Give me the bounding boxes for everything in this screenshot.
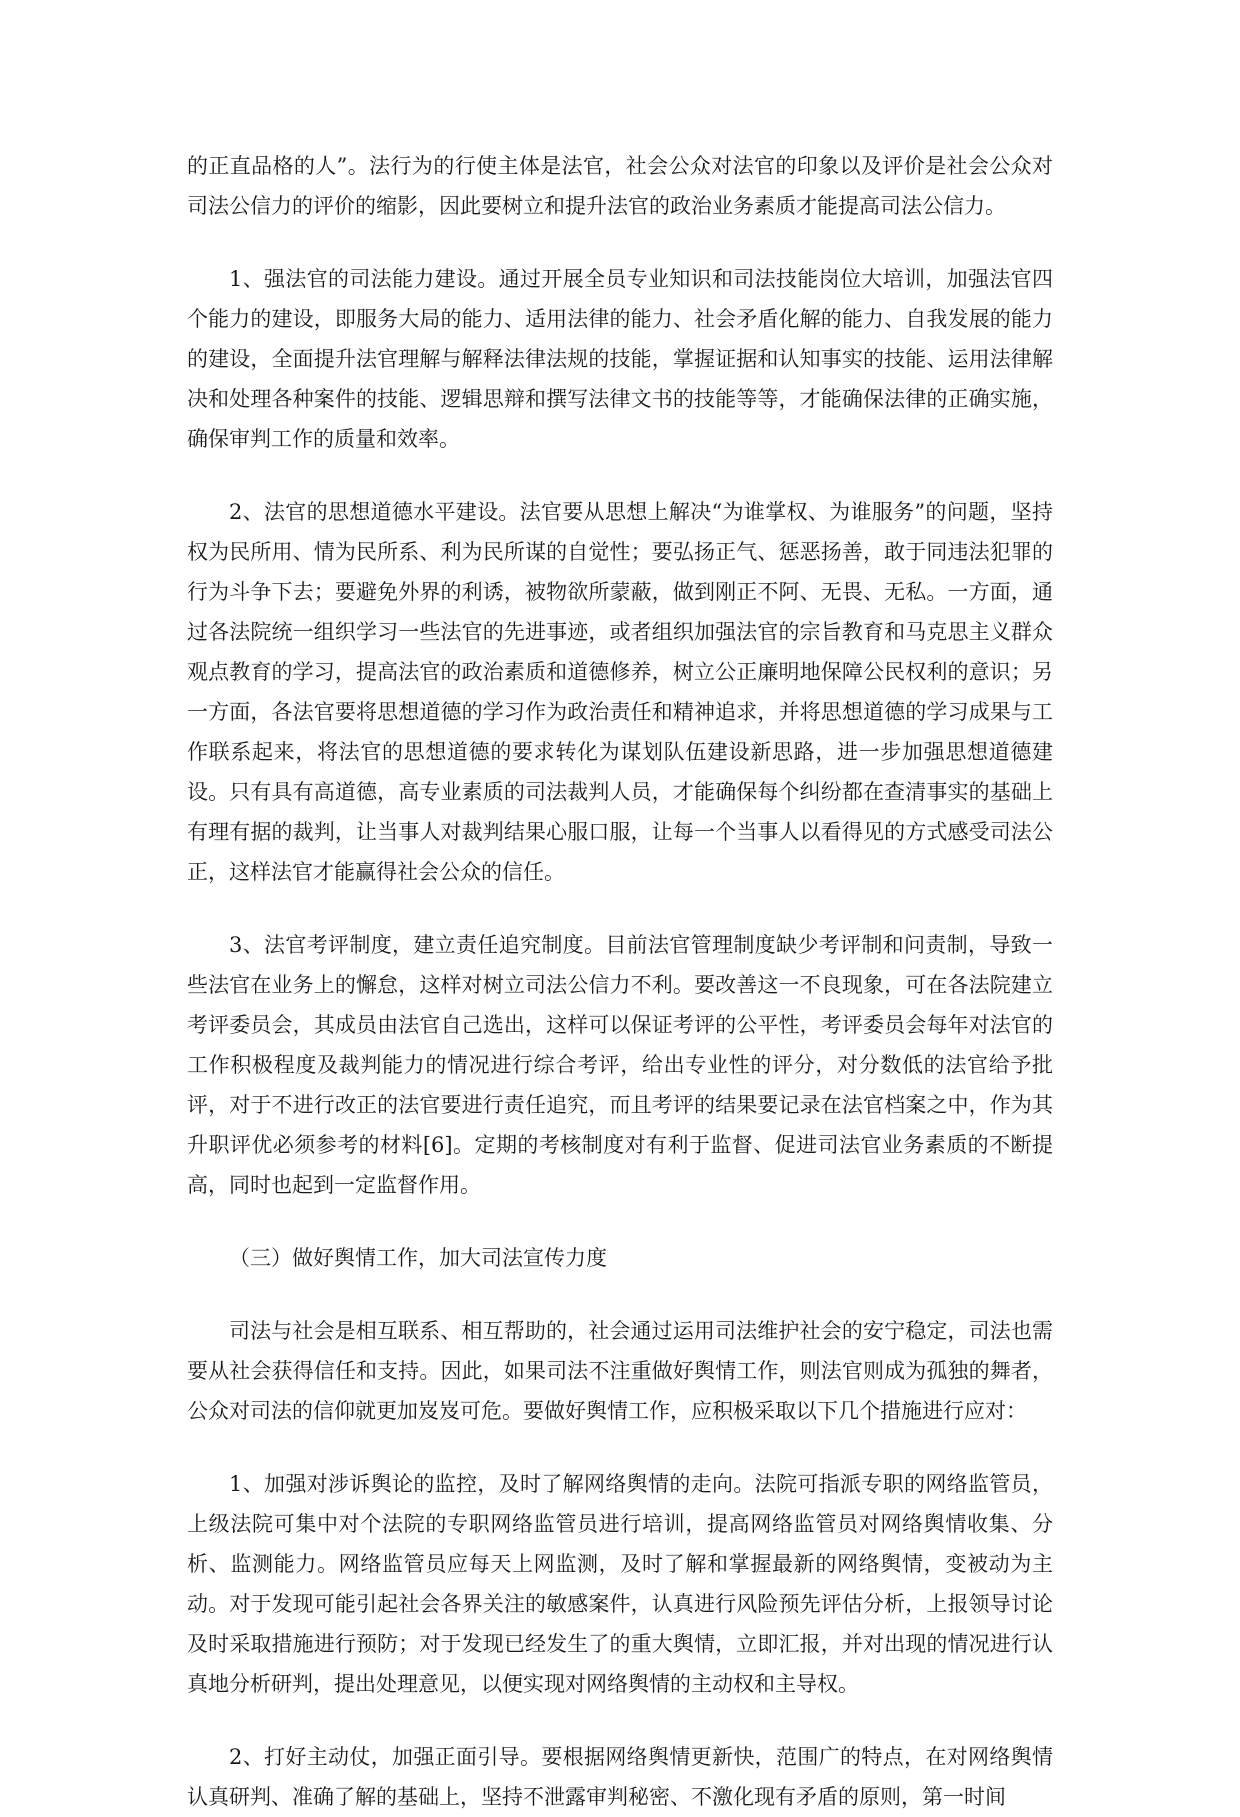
document-page	[187, 146, 1053, 1817]
paragraph-public-opinion-intro: 司法与社会是相互联系、相互帮助的，社会通过运用司法维护社会的安宁稳定，司法也需要从社会获得信任和支持。因此，如果司法不注重做好舆情工作，则法官则成为孤独的舞者，公众对司法的信仰就更加岌岌可危。要做好舆情工作，应积极采取以下几个措施进行应对：	[187, 1319, 1053, 1423]
paragraph-evaluation-system: 3、法官考评制度，建立责任追究制度。目前法官管理制度缺少考评制和问责制，导致一些法官在业务上的懈怠，这样对树立司法公信力不利。要改善这一不良现象，可在各法院建立考评委员会，其成员由法官自己选出，这样可以保证考评的公平性，考评委员会每年对法官的工作积极程度及裁判能力的情况进行综合考评，给出专业性的评分，对分数低的法官给予批评，对于不进行改正的法官要进行责任追究，而且考评的结果要记录在法官档案之中，作为其升职评优必须参考的材料[6]。定期的考核制度对有利于监督、促进司法官业务素质的不断提高，同时也起到一定监督作用。	[187, 933, 1053, 1197]
paragraph-judicial-ability: 1、强法官的司法能力建设。通过开展全员专业知识和司法技能岗位大培训，加强法官四个能力的建设，即服务大局的能力、适用法律的能力、社会矛盾化解的能力、自我发展的能力的建设，全面提升法官理解与解释法律法规的技能，掌握证据和认知事实的技能、运用法律解决和处理各种案件的技能、逻辑思辩和撰写法律文书的技能等等，才能确保法律的正确实施，确保审判工作的质量和效率。	[187, 267, 1053, 451]
section-heading: （三）做好舆情工作，加大司法宣传力度	[229, 1246, 607, 1270]
paragraph-moral-standard: 2、法官的思想道德水平建设。法官要从思想上解决“为谁掌权、为谁服务”的问题，坚持权为民所用、情为民所系、利为民所谋的自觉性；要弘扬正气、惩恶扬善，敢于同违法犯罪的行为斗争下去；要避免外界的利诱，被物欲所蒙蔽，做到刚正不阿、无畏、无私。一方面，通过各法院统一组织学习一些法官的先进事迹，或者组织加强法官的宗旨教育和马克思主义群众观点教育的学习，提高法官的政治素质和道德修养，树立公正廉明地保障公民权利的意识；另一方面，各法官要将思想道德的学习作为政治责任和精神追求，并将思想道德的学习成果与工作联系起来，将法官的思想道德的要求转化为谋划队伍建设新思路，进一步加强思想道德建设。只有具有高道德，高专业素质的司法裁判人员，才能确保每个纠纷都在查清事实的基础上有理有据的裁判，让当事人对裁判结果心服口服，让每一个当事人以看得见的方式感受司法公正，这样法官才能赢得社会公众的信任。	[187, 500, 1053, 884]
paragraph-guidance: 2、打好主动仗，加强正面引导。要根据网络舆情更新快，范围广的特点，在对网络舆情认真研判、准确了解的基础上，坚持不泄露审判秘密、不激化现有矛盾的原则，第一时间	[187, 1745, 1053, 1809]
paragraph-continuation: 的正直品格的人”。法行为的行使主体是法官，社会公众对法官的印象以及评价是社会公众对司法公信力的评价的缩影，因此要树立和提升法官的政治业务素质才能提高司法公信力。	[187, 154, 1053, 218]
paragraph-monitoring: 1、加强对涉诉舆论的监控，及时了解网络舆情的走向。法院可指派专职的网络监管员，上级法院可集中对个法院的专职网络监管员进行培训，提高网络监管员对网络舆情收集、分析、监测能力。网络监管员应每天上网监测，及时了解和掌握最新的网络舆情，变被动为主动。对于发现可能引起社会各界关注的敏感案件，认真进行风险预先评估分析，上报领导讨论及时采取措施进行预防；对于发现已经发生了的重大舆情，立即汇报，并对出现的情况进行认真地分析研判，提出处理意见，以便实现对网络舆情的主动权和主导权。	[187, 1472, 1053, 1696]
